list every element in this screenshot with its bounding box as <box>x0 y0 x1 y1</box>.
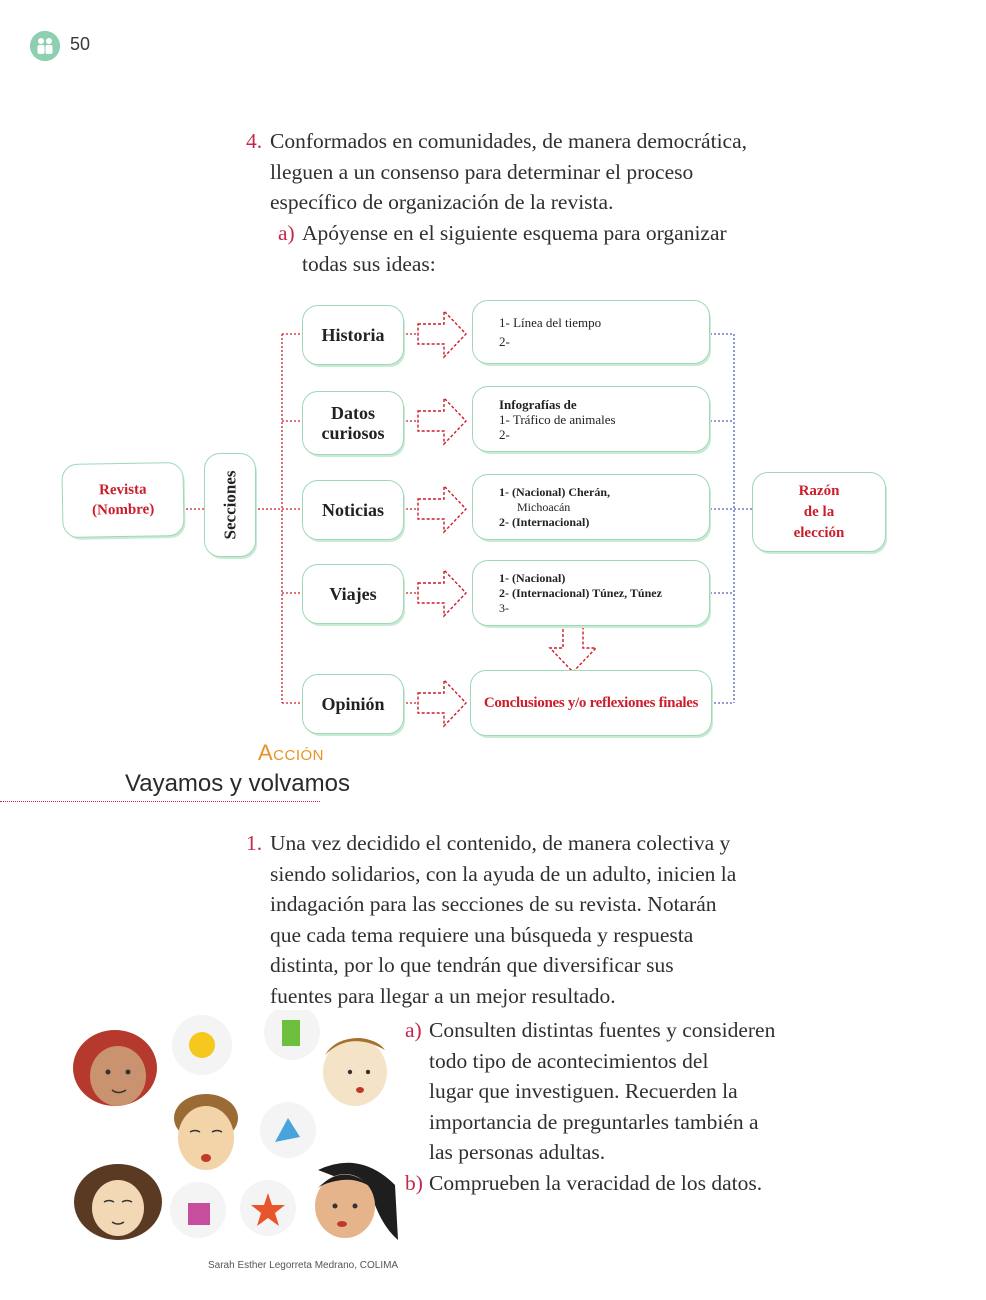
child-face-icon <box>74 1164 162 1240</box>
square-icon <box>282 1020 300 1046</box>
arrow-right-icon <box>416 395 470 447</box>
section-label: Datos <box>331 403 375 423</box>
text-line: fuentes para llegar a un mejor resultado. <box>270 983 616 1008</box>
arrow-right-icon <box>416 483 470 535</box>
section-noticias <box>302 480 404 540</box>
detail-line: 1- Línea del tiempo <box>499 315 602 330</box>
conclusiones-label: Conclusiones y/o reflexiones finales <box>483 694 699 711</box>
text-line: Consulten distintas fuentes y consideren <box>429 1018 776 1042</box>
sub-item-text <box>429 1015 775 1168</box>
razon-line: elección <box>793 524 845 541</box>
section-viajes <box>302 564 404 624</box>
section-datos-curiosos <box>302 391 404 455</box>
activity-number: 1. <box>246 831 263 855</box>
razon-line: de la <box>803 503 835 520</box>
section-label: Noticias <box>322 499 384 520</box>
text-line: Apóyense en el siguiente esquema para organizar <box>302 221 727 245</box>
detail-line: 1- (Nacional) Cherán, <box>499 484 610 499</box>
revista-box <box>61 462 184 538</box>
viajes-details <box>472 560 710 626</box>
sub-item-text <box>302 218 727 279</box>
activity-number: 4. <box>246 129 263 153</box>
child-face-icon <box>73 1030 157 1106</box>
text-line: lleguen a un consenso para determinar el proceso <box>270 159 694 184</box>
text-line: indagación para las secciones de su revista. Notarán <box>270 892 717 916</box>
section-divider <box>0 801 320 802</box>
revista-name: (Nombre) <box>91 501 155 519</box>
detail-line: 2- (Internacional) Túnez, Túnez <box>499 585 662 600</box>
revista-label: Revista <box>98 481 147 499</box>
text-line: todo tipo de acontecimientos del <box>429 1048 709 1073</box>
detail-line: 1- (Nacional) <box>499 570 566 585</box>
activity-text <box>270 126 747 218</box>
razon-line: Razón <box>798 482 840 499</box>
detail-line: 2- <box>499 426 510 442</box>
text-line: lugar que investiguen. Recuerden la <box>429 1079 738 1103</box>
datos-details <box>472 386 710 452</box>
arrow-right-icon <box>416 677 470 729</box>
detail-line: Infografías de <box>499 396 577 412</box>
text-line: que cada tema requiere una búsqueda y respuesta <box>270 922 694 947</box>
historia-details <box>472 300 710 364</box>
text-line: todas sus ideas: <box>302 251 436 276</box>
secciones-label: Secciones <box>220 470 239 540</box>
text-line: Conformados en comunidades, de manera democrática, <box>270 129 747 153</box>
arrow-down-icon <box>547 622 599 676</box>
section-title: Vayamos y volvamos <box>125 770 350 797</box>
book-icon <box>30 31 60 61</box>
child-face-icon <box>174 1094 238 1170</box>
page-number: 50 <box>70 34 91 54</box>
detail-line: 2- <box>499 334 510 349</box>
text-line: Comprueben la veracidad de los datos. <box>429 1171 763 1195</box>
sub-item-letter: a) <box>405 1018 422 1042</box>
section-label: Acción <box>258 740 325 765</box>
text-line: importancia de preguntarles también a <box>429 1109 759 1134</box>
detail-line: 3- <box>499 600 509 615</box>
text-line: Una vez decidido el contenido, de manera colectiva y <box>270 831 731 855</box>
text-line: siendo solidarios, con la ayuda de un adulto, inicien la <box>270 861 737 886</box>
text-line: distinta, por lo que tendrán que diversificar sus <box>270 953 674 977</box>
section-historia <box>302 305 404 365</box>
section-label: curiosos <box>321 423 385 443</box>
sub-item-letter: b) <box>405 1171 423 1195</box>
razon-box <box>752 472 886 552</box>
section-label: Opinión <box>321 693 385 714</box>
child-face-icon <box>315 1163 398 1240</box>
conclusiones-box <box>470 670 712 736</box>
noticias-details <box>472 474 710 540</box>
section-label: Viajes <box>329 583 377 604</box>
secciones-box <box>204 453 256 557</box>
illustration-credit: Sarah Esther Legorreta Medrano, COLIMA <box>208 1260 399 1271</box>
child-face-icon <box>323 1038 387 1106</box>
arrow-right-icon <box>416 567 470 619</box>
arrow-right-icon <box>416 308 470 360</box>
detail-line: 1- Tráfico de animales <box>499 411 616 427</box>
activity-text <box>270 828 736 1011</box>
section-label: Historia <box>321 324 385 345</box>
sub-item-text <box>429 1168 762 1199</box>
detail-line: Michoacán <box>517 499 571 514</box>
text-line: específico de organización de la revista. <box>270 190 614 214</box>
children-illustration <box>60 1010 405 1250</box>
square-icon <box>188 1203 210 1225</box>
sub-item-letter: a) <box>278 221 295 245</box>
circle-icon <box>189 1032 215 1058</box>
section-opinion <box>302 674 404 734</box>
detail-line: 2- (Internacional) <box>499 514 590 529</box>
text-line: las personas adultas. <box>429 1140 606 1164</box>
